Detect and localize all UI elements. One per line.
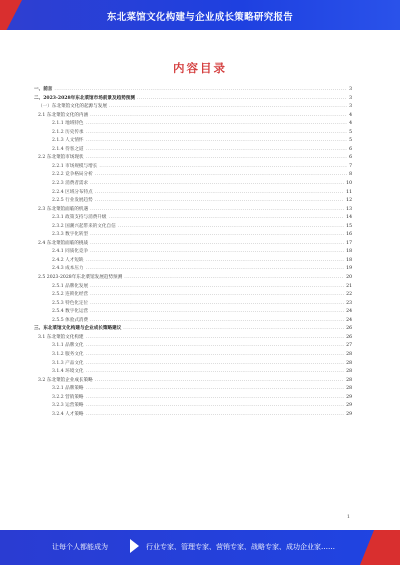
toc-entry-page: 20 [344, 274, 352, 283]
toc-entry[interactable] [34, 231, 352, 240]
toc-entry-page: 4 [347, 120, 352, 129]
toc-entry[interactable] [34, 394, 352, 403]
toc-entry-page: 8 [347, 171, 352, 180]
toc-entry-page: 19 [344, 265, 352, 274]
toc-entry-label: 2.1.4 待客之道 [34, 146, 86, 155]
toc-leader-dots [90, 240, 344, 249]
toc-entry-page: 23 [344, 300, 352, 309]
toc-entry-page: 6 [347, 146, 352, 155]
toc-entry-label: 3.2.3 运营策略 [34, 402, 86, 411]
toc-entry-page: 29 [344, 402, 352, 411]
table-of-contents [34, 86, 352, 419]
toc-leader-dots [86, 137, 348, 146]
toc-leader-dots [90, 300, 344, 309]
toc-entry-label: 2.2.2 竞争格局分析 [34, 171, 95, 180]
toc-heading: 内容目录 [173, 61, 227, 75]
toc-entry[interactable] [34, 385, 352, 394]
toc-entry[interactable] [34, 274, 352, 283]
toc-entry-page: 12 [344, 197, 352, 206]
toc-leader-dots [90, 317, 344, 326]
toc-entry-label: 3.2.2 营销策略 [34, 394, 86, 403]
toc-entry-page: 28 [344, 377, 352, 386]
toc-entry[interactable] [34, 95, 352, 104]
toc-entry-label: 3.2 东北菜馆企业成长策略 [34, 377, 95, 386]
toc-leader-dots [86, 154, 348, 163]
toc-entry-page: 18 [344, 257, 352, 266]
toc-leader-dots [86, 334, 345, 343]
toc-leader-dots [95, 189, 344, 198]
toc-entry[interactable] [34, 240, 352, 249]
toc-entry[interactable] [34, 206, 352, 215]
toc-leader-dots [90, 206, 344, 215]
toc-entry-label: 2.1 东北菜馆文化的内涵 [34, 112, 90, 121]
footer-slogan-left: 让每个人都能成为 [52, 543, 108, 551]
toc-entry-label: 2.3 东北菜馆面临的机遇 [34, 206, 90, 215]
toc-entry[interactable] [34, 377, 352, 386]
toc-entry-page: 16 [344, 231, 352, 240]
toc-entry-page: 5 [347, 129, 352, 138]
toc-leader-dots [90, 283, 344, 292]
toc-entry[interactable] [34, 325, 352, 334]
toc-entry-page: 4 [347, 112, 352, 121]
toc-leader-dots [109, 103, 347, 112]
toc-entry[interactable] [34, 103, 352, 112]
toc-entry[interactable] [34, 291, 352, 300]
toc-entry[interactable] [34, 317, 352, 326]
toc-entry-label: 2.4.3 成本压力 [34, 265, 86, 274]
toc-entry-label: 2.2 东北菜馆市场现状 [34, 154, 86, 163]
toc-entry[interactable] [34, 223, 352, 232]
toc-entry[interactable] [34, 257, 352, 266]
toc-leader-dots [54, 86, 347, 95]
toc-entry-label: 2.2.4 区域分布特点 [34, 189, 95, 198]
toc-leader-dots [86, 402, 345, 411]
toc-entry-page: 26 [344, 325, 352, 334]
toc-leader-dots [90, 291, 344, 300]
toc-entry-label: 3.2.4 人才策略 [34, 411, 86, 420]
toc-entry-page: 6 [347, 154, 352, 163]
toc-entry-label: 3.1.1 品牌文化 [34, 342, 86, 351]
toc-leader-dots [86, 385, 345, 394]
toc-leader-dots [95, 377, 344, 386]
header-banner [0, 0, 400, 30]
toc-entry[interactable] [34, 402, 352, 411]
toc-entry-label: 2.3.3 数字化转型 [34, 231, 90, 240]
toc-entry[interactable] [34, 283, 352, 292]
toc-entry-page: 28 [344, 351, 352, 360]
toc-entry-page: 28 [344, 360, 352, 369]
toc-entry[interactable] [34, 137, 352, 146]
toc-entry-page: 28 [344, 368, 352, 377]
toc-entry-page: 3 [347, 103, 352, 112]
toc-entry[interactable] [34, 248, 352, 257]
toc-leader-dots [86, 265, 345, 274]
toc-leader-dots [123, 325, 344, 334]
toc-entry-label: 2.4.2 人才短缺 [34, 257, 86, 266]
toc-leader-dots [124, 274, 344, 283]
toc-entry[interactable] [34, 189, 352, 198]
toc-entry-page: 7 [347, 163, 352, 172]
toc-entry[interactable] [34, 368, 352, 377]
toc-entry-page: 3 [347, 86, 352, 95]
toc-leader-dots [137, 95, 347, 104]
toc-leader-dots [86, 342, 345, 351]
toc-entry[interactable] [34, 180, 352, 189]
toc-leader-dots [86, 394, 345, 403]
toc-entry[interactable] [34, 129, 352, 138]
toc-leader-dots [90, 248, 344, 257]
toc-entry-label: 3.2.1 品牌策略 [34, 385, 86, 394]
toc-entry[interactable] [34, 334, 352, 343]
toc-entry[interactable] [34, 360, 352, 369]
document-title: 东北菜馆文化构建与企业成长策略研究报告 [106, 12, 294, 23]
toc-entry-page: 27 [344, 342, 352, 351]
toc-leader-dots [90, 308, 344, 317]
toc-entry-page: 24 [344, 317, 352, 326]
toc-leader-dots [86, 368, 345, 377]
toc-entry-label: 2.5.3 特色化定位 [34, 300, 90, 309]
toc-entry-label: 2.5.1 品牌化发展 [34, 283, 90, 292]
toc-entry[interactable] [34, 120, 352, 129]
toc-entry[interactable] [34, 163, 352, 172]
toc-entry[interactable] [34, 86, 352, 95]
toc-leader-dots [118, 223, 344, 232]
toc-entry-page: 26 [344, 334, 352, 343]
toc-leader-dots [86, 360, 345, 369]
toc-entry-label: 3.1.2 服务文化 [34, 351, 86, 360]
footer-banner [0, 530, 400, 565]
toc-entry-label: 3.1.4 环境文化 [34, 368, 86, 377]
toc-entry[interactable] [34, 171, 352, 180]
footer-slogan-right: 行业专家、管理专家、营销专家、战略专家、成功企业家…… [146, 543, 335, 551]
page-number: 1 [346, 514, 350, 520]
toc-leader-dots [90, 231, 344, 240]
toc-entry-label: （一）东北菜馆文化的起源与发展 [34, 103, 109, 112]
toc-leader-dots [86, 129, 348, 138]
toc-leader-dots [86, 146, 348, 155]
toc-entry-label: 2.2.3 消费者需求 [34, 180, 90, 189]
toc-entry-label: 3.1 东北菜馆文化构建 [34, 334, 86, 343]
toc-leader-dots [95, 197, 344, 206]
toc-entry-label: 2.5.5 体验式消费 [34, 317, 90, 326]
toc-entry-label: 2.3.1 政策支持与消费升级 [34, 214, 109, 223]
toc-entry-page: 18 [344, 248, 352, 257]
toc-entry-label: 一、前言 [34, 86, 54, 95]
toc-leader-dots [109, 214, 345, 223]
toc-entry-page: 15 [344, 223, 352, 232]
toc-entry[interactable] [34, 214, 352, 223]
toc-leader-dots [95, 171, 347, 180]
toc-leader-dots [90, 180, 344, 189]
toc-entry-label: 2.5.2 连锁化经营 [34, 291, 90, 300]
toc-entry-page: 10 [344, 180, 352, 189]
toc-entry[interactable] [34, 351, 352, 360]
toc-entry-page: 21 [344, 283, 352, 292]
toc-entry-label: 二、2023-2028年东北菜馆市场前景及趋势预测 [34, 95, 137, 104]
toc-entry-label: 2.1.2 历史传承 [34, 129, 86, 138]
toc-entry-label: 三、东北菜馆文化构建与企业成长策略建议 [34, 325, 123, 334]
toc-leader-dots [86, 120, 348, 129]
toc-leader-dots [90, 112, 347, 121]
toc-entry-label: 2.1.3 人文情怀 [34, 137, 86, 146]
toc-entry[interactable] [34, 197, 352, 206]
footer-red-corner [360, 530, 400, 565]
toc-entry[interactable] [34, 342, 352, 351]
toc-entry-page: 14 [344, 214, 352, 223]
toc-entry-page: 22 [344, 291, 352, 300]
toc-entry[interactable] [34, 112, 352, 121]
toc-entry-label: 2.2.5 行业发展趋势 [34, 197, 95, 206]
arrow-right-icon [130, 539, 139, 553]
toc-entry-page: 29 [344, 394, 352, 403]
toc-entry-page: 28 [344, 385, 352, 394]
toc-entry-page: 13 [344, 206, 352, 215]
toc-entry-page: 24 [344, 308, 352, 317]
toc-leader-dots [86, 257, 345, 266]
toc-leader-dots [86, 351, 345, 360]
toc-entry-page: 17 [344, 240, 352, 249]
toc-entry-label: 2.3.2 国潮兴起带来的文化自信 [34, 223, 118, 232]
toc-entry[interactable] [34, 411, 352, 420]
toc-entry[interactable] [34, 146, 352, 155]
toc-entry-page: 5 [347, 137, 352, 146]
toc-entry-label: 2.1.1 地域特色 [34, 120, 86, 129]
toc-entry-label: 2.5 2023-2028年东北菜馆发展趋势预测 [34, 274, 124, 283]
toc-entry[interactable] [34, 265, 352, 274]
toc-entry-label: 2.4 东北菜馆面临的挑战 [34, 240, 90, 249]
toc-entry[interactable] [34, 308, 352, 317]
toc-entry-page: 3 [347, 95, 352, 104]
toc-entry-page: 29 [344, 411, 352, 420]
toc-entry-page: 11 [344, 189, 352, 198]
toc-leader-dots [86, 411, 345, 420]
toc-entry-label: 2.5.4 数字化运营 [34, 308, 90, 317]
toc-leader-dots [99, 163, 347, 172]
toc-entry[interactable] [34, 154, 352, 163]
toc-entry-label: 2.2.1 市场规模与增长 [34, 163, 99, 172]
toc-entry-label: 2.4.1 同质化竞争 [34, 248, 90, 257]
toc-entry[interactable] [34, 300, 352, 309]
toc-entry-label: 3.1.3 产品文化 [34, 360, 86, 369]
